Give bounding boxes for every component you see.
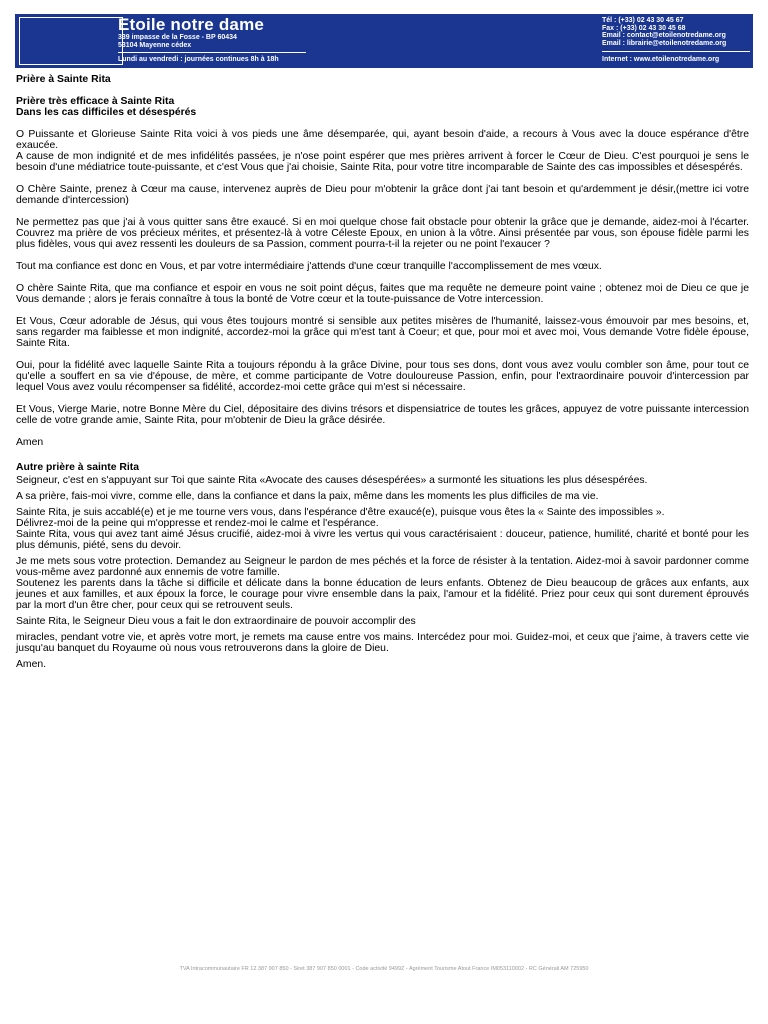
header-banner — [15, 14, 753, 68]
contact-block — [602, 17, 752, 47]
paragraph: A sa prière, fais-moi vivre, comme elle, dans la confiance et dans la paix, même dans les moments les plus difficiles de ma vie. — [16, 491, 599, 502]
paragraph: Je me mets sous votre protection. Demandez au Seigneur le pardon de mes péchés et la force de résister à la tentation. Aidez-moi à savoir pardonner comme vous-même avez pardonné aux ennemis de votre famille. — [16, 556, 749, 578]
brand-block — [118, 15, 308, 50]
prayer-subtitle: Dans les cas difficiles et désespérés — [16, 107, 197, 118]
paragraph: O Chère Sainte, prenez à Cœur ma cause, intervenez auprès de Dieu pour m'obtenir la grâce dont j'ai tant besoin et qu'ardemment je désir,(mettre ici votre demande d'intercession) — [16, 184, 749, 206]
paragraph: miracles, pendant votre vie, et après votre mort, je remets ma cause entre vos mains. Intercédez pour moi. Guidez-moi, et ceux que j'aime, à travers cette vie jusqu'au banquet du Royaume où nous vous retrouverons dans la gloire de Dieu. — [16, 632, 749, 654]
paragraph: Sainte Rita, vous qui avez tant aimé Jésus crucifié, aidez-moi à vivre les vertus qui vous caractérisaient : douceur, patience, humilité, charité et bonté pour les plus démunis, piété, sens du devoir. — [16, 529, 749, 551]
paragraph: Et Vous, Vierge Marie, notre Bonne Mère du Ciel, dépositaire des divins trésors et dispensiatrice de toutes les grâces, appuyez de votre puissante intercession celle de votre grande amie, Sainte Rita, pour m'obtenir de Dieu la grâce désirée. — [16, 404, 749, 426]
email-contact[interactable]: Email : contact@etoilenotredame.org — [602, 32, 726, 39]
opening-hours: Lundi au vendredi : journées continues 8h à 18h — [118, 56, 279, 63]
paragraph: Tout ma confiance est donc en Vous, et par votre intermédiaire j'attends d'une cœur tranquille l'accomplissement de mes vœux. — [16, 261, 602, 272]
paragraph: Soutenez les parents dans la tâche si difficile et délicate dans la bonne éducation de leurs enfants. Obtenez de Dieu beaucoup de grâces aux enfants, aux jeunes et aux familles, et aux époux la force, le courage pour vivre ensemble dans la paix, l'amour et la fidélité. Priez pour ceux qui sont durement éprouvés par la mort d'un être cher, pour ceux qui se retrouvent seuls. — [16, 578, 749, 611]
fax-number: Fax : (+33) 02 43 30 45 68 — [602, 24, 686, 32]
paragraph: O chère Sainte Rita, que ma confiance et espoir en vous ne soit point déçus, faites que ma requête ne demeure point vaine ; obtenez moi de Dieu ce que je Vous demande ; alors je ferais connaître à tous la bonté de Votre cœur et la toute-puissance de Votre intercession. — [16, 283, 749, 305]
paragraph: Oui, pour la fidélité avec laquelle Sainte Rita a toujours répondu à la grâce Divine, pour tous ses dons, dont vous avez voulu combler son âme, pour tout ce qu'elle a souffert en sa vie d'épouse, de mère, et comme participante de Votre douloureuse Passion, enfin, pour l'extraordinaire pouvoir d'intercession par lequel Vous avez voulu récompenser sa fidélité, accordez-moi cette grâce qui m'est si nécessaire. — [16, 360, 749, 393]
section-heading: Autre prière à sainte Rita — [16, 462, 139, 473]
paragraph: A cause de mon indignité et de mes infidélités passées, je n'ose point espérer que mes prières arrivent à forcer le Cœur de Dieu. C'est pourquoi je sens le besoin d'une médiatrice toute-puissante, et c'est Vous que j'ai choisie, Sainte Rita, pour votre titre incomparable de Sainte des cas impossibles et désespérés. — [16, 151, 749, 173]
phone-number: Tél : (+33) 02 43 30 45 67 — [602, 17, 684, 24]
contact-divider — [602, 51, 750, 52]
brand-name: Etoile notre dame — [118, 15, 265, 34]
email-librairie[interactable]: Email : librairie@etoilenotredame.org — [602, 39, 727, 47]
document-body — [16, 74, 749, 670]
paragraph: Et Vous, Cœur adorable de Jésus, qui vous êtes toujours montré si sensible aux petites misères de l'humanité, laissez-vous émouvoir par mes besoins, et, sans regarder ma faiblesse et mon indignité, accordez-moi la grâce qui m'est tant à Coeur; et que, pour moi et avec moi, Vous demande Votre fidèle épouse, Sainte Rita. — [16, 316, 749, 349]
website-link[interactable]: Internet : www.etoilenotredame.org — [602, 56, 720, 63]
legal-footer: TVA Intracommunautaire FR 12 387 907 850 - Siret 387 907 850 0001 - Code activité 9499Z - Agrément Tourisme Atout France IM053110002 - RC Générali AM 725950 — [179, 966, 589, 972]
paragraph: Ne permettez pas que j'ai à vous quitter sans être exaucé. Si en moi quelque chose fait obstacle pour obtenir la grâce que je demande, aidez-moi à l'écarter. Couvrez ma prière de vos précieux mérites, et présentez-là à votre Céleste Epoux, en union à la vôtre. Ainsi présentée par vous, son épouse fidèle parmi les plus fidèles, vous qui avez ressenti les douleurs de sa Passion, comment pourra-t-il la rejeter ou ne point l'exaucer ? — [16, 217, 749, 250]
address-line-1: 339 impasse de la Fosse - BP 60434 — [118, 34, 237, 41]
prayer-title: Prière très efficace à Sainte Rita — [16, 96, 175, 107]
prayer-heading — [16, 96, 749, 118]
paragraph: Sainte Rita, le Seigneur Dieu vous a fait le don extraordinaire de pouvoir accomplir des — [16, 616, 416, 627]
brand-divider — [118, 52, 306, 53]
paragraph: Sainte Rita, je suis accablé(e) et je me tourne vers vous, dans l'espérance d'être exaucé(e), puisque vous êtes la « Sainte des impossibles ». — [16, 507, 665, 518]
amen-text: Amen. — [16, 659, 47, 670]
address-line-2: 53104 Mayenne cédex — [118, 42, 192, 49]
amen-text: Amen — [16, 437, 44, 448]
paragraph: Seigneur, c'est en s'appuyant sur Toi que sainte Rita «Avocate des causes désespérées» a surmonté les situations les plus désespérées. — [16, 475, 648, 486]
page-title: Prière à Sainte Rita — [16, 74, 111, 85]
paragraph: O Puissante et Glorieuse Sainte Rita voici à vos pieds une âme désemparée, qui, ayant besoin d'aide, a recours à Vous avec la douce espérance d'être exaucée. — [16, 129, 749, 151]
paragraph: Délivrez-moi de la peine qui m'oppresse et rendez-moi le calme et l'espérance. — [16, 518, 379, 529]
logo-placeholder — [19, 17, 123, 65]
